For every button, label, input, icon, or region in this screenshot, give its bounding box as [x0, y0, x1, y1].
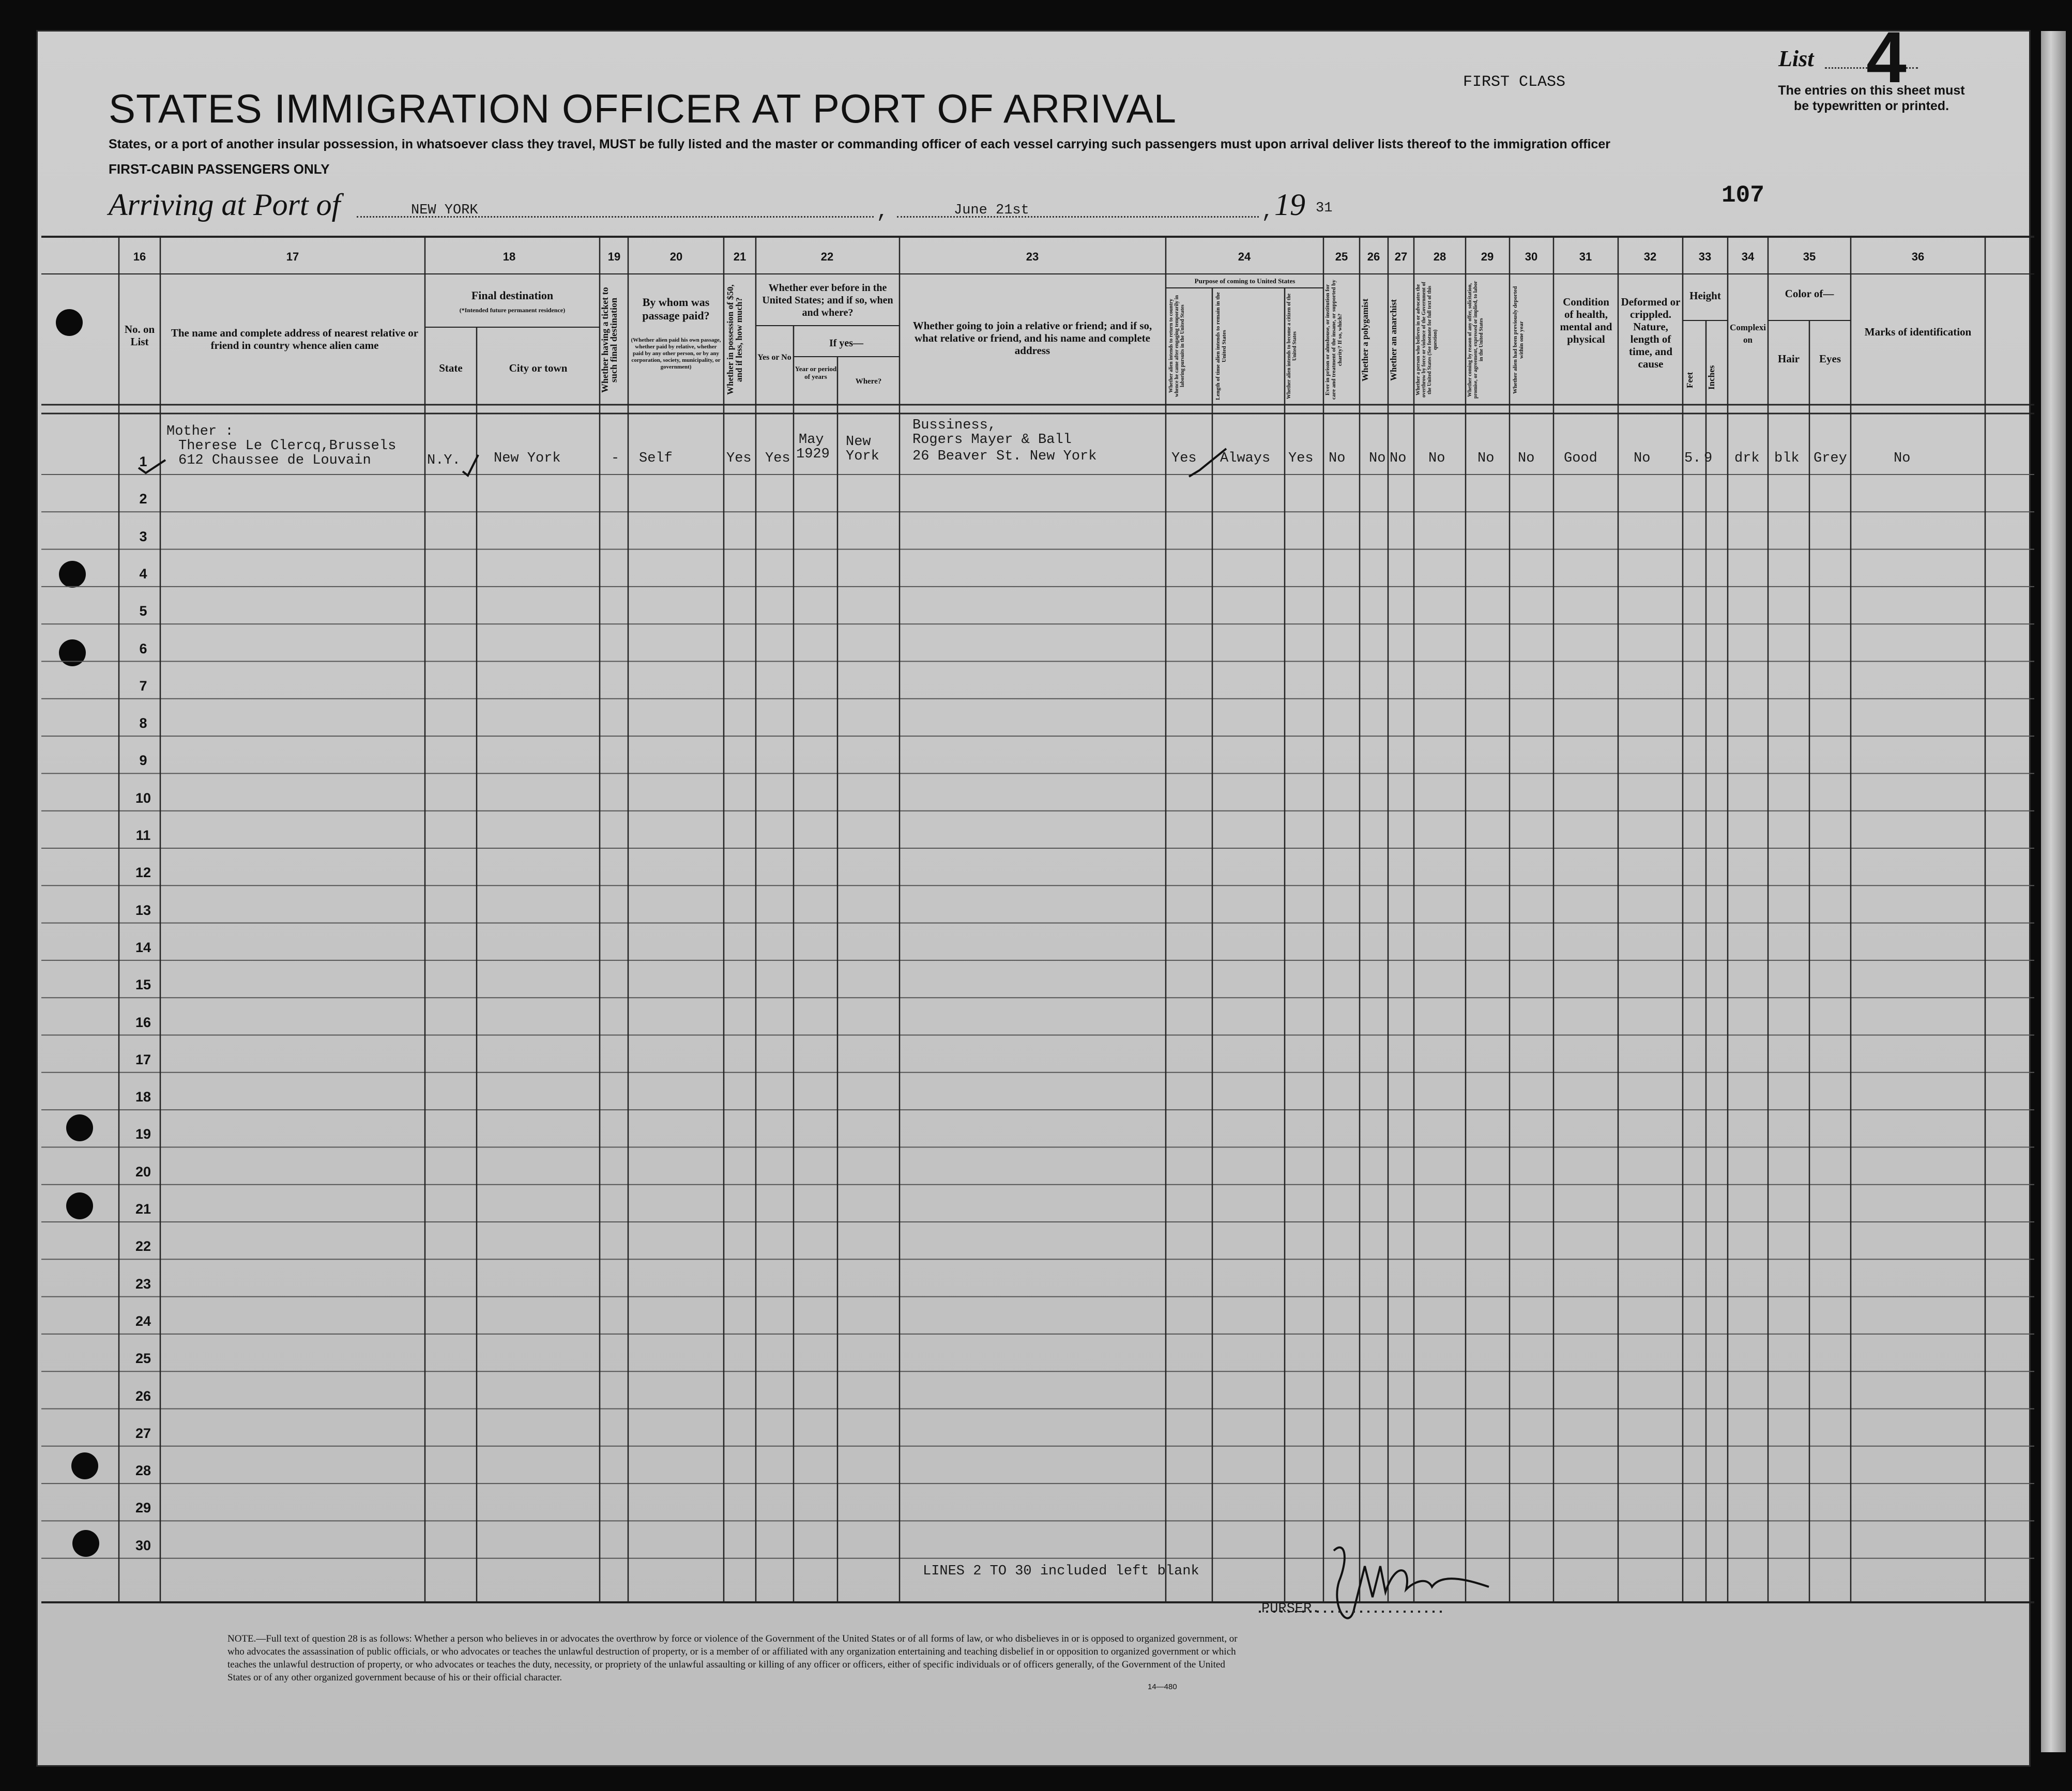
header-col22-where: Where? — [855, 377, 882, 386]
relative-line-3: 612 Chaussee de Louvain — [178, 453, 371, 468]
header-col32: Deformed or crippled. Nature, length of time, and cause — [1621, 296, 1681, 370]
row-number: 4 — [139, 565, 147, 581]
header-col35-eyes: Eyes — [1819, 353, 1841, 365]
comma: , — [1261, 201, 1274, 224]
column-number: 16 — [133, 250, 146, 263]
row-number: 28 — [135, 1463, 151, 1479]
list-label: List — [1778, 46, 1814, 71]
header-col24: Purpose of coming to United States — [1194, 277, 1296, 285]
column-number: 35 — [1803, 250, 1816, 263]
header-col26: Whether a polygamist — [1360, 298, 1370, 381]
column-number: 19 — [607, 250, 621, 263]
header-col34: Complexion — [1730, 323, 1766, 345]
class-label: FIRST CLASS — [1463, 73, 1566, 91]
overthrow: No — [1428, 451, 1445, 466]
anarchist: No — [1390, 451, 1407, 466]
intends-return: Yes — [1171, 451, 1197, 466]
header-col28: Whether a person who believes in or advocates the overthrow by force or violence of the Government of the United States (See footnote for full text of this question) — [1415, 282, 1438, 398]
fifty-dollars: Yes — [726, 451, 752, 466]
column-number: 28 — [1433, 250, 1446, 263]
header-col17: The name and complete address of nearest relative or friend in country whence alien came — [171, 327, 419, 351]
passage-paid: Self — [639, 451, 673, 466]
port-value: NEW YORK — [411, 203, 478, 218]
header-col30: Whether alien had been previously deported within one year — [1512, 286, 1525, 394]
column-number: 30 — [1525, 250, 1538, 263]
column-number: 18 — [502, 250, 516, 263]
cabin-note: FIRST-CABIN PASSENGERS ONLY — [109, 161, 330, 177]
before-year-2: 1929 — [796, 447, 830, 462]
blank-lines-note: LINES 2 TO 30 included left blank — [923, 1564, 1199, 1579]
labor-offer: No — [1477, 451, 1495, 466]
row-number: 8 — [139, 715, 147, 731]
form-number: 14—480 — [1148, 1682, 1177, 1691]
header-col18-state: State — [439, 362, 463, 374]
row-number: 9 — [139, 753, 147, 769]
header-col21: Whether in possession of $50, and if less, how much? — [725, 284, 744, 395]
header-col18: Final destination — [471, 289, 554, 302]
row-number: 30 — [135, 1537, 151, 1553]
column-number: 24 — [1238, 250, 1251, 263]
column-number: 20 — [669, 250, 683, 263]
before-in-us: Yes — [765, 451, 790, 466]
header-col33-inches: Inches — [1707, 365, 1716, 390]
row-number: 12 — [135, 865, 151, 881]
header-col16: No. on List — [124, 323, 155, 348]
header-col24a: Whether alien intends to return to country whence he came after engaging temporarily in laboring pursuits in the United States — [1168, 295, 1185, 397]
header-col22-ifyes: If yes— — [829, 338, 864, 349]
polygamist: No — [1369, 451, 1386, 466]
row-number: 23 — [135, 1276, 151, 1292]
footnote: NOTE.—Full text of question 28 is as follows: Whether a person who believes in or advocates the overthrow by force or violence of the Government of the United States or of all forms of law, or who disbelieves in or is opposed to organized government, or who advocates the assassination of public officials, or who advocates or teaches the unlawful destruction of property, or is a member of or affiliated with any organization entertaining and teaching disbelief in or opposition to organized government or which teaches the unlawful destruction of property, or who advocates or teaches the duty, necessity, or propriety of the unlawful assaulting or killing of any officer or officers, either of specific individuals or of officers generally, of the Government of the United States or of any other organized government because of his or their official character. — [227, 1633, 1238, 1683]
header-col24c: Whether alien intends to become a citizen of the United States — [1286, 293, 1298, 399]
column-number: 34 — [1741, 250, 1755, 263]
header-col18-note: (*Intended future permanent residence) — [459, 307, 566, 314]
header-col24b: Length of time alien intends to remain in the United States — [1215, 292, 1227, 400]
row-number: 22 — [135, 1238, 151, 1254]
header-col19: Whether having a ticket to such final destination — [600, 287, 619, 393]
header-col23: Whether going to join a relative or friend; and if so, what relative or friend, and his name and complete address — [912, 319, 1152, 357]
row-number: 5 — [139, 603, 147, 619]
row-number: 14 — [135, 939, 151, 955]
header-col20-note: (Whether alien paid his own passage, whether paid by relative, whether paid by any other person, or by any corporation, society, municipality, or government) — [631, 337, 721, 370]
column-number: 31 — [1579, 250, 1592, 263]
row-number: 6 — [139, 640, 147, 656]
dest-city: New York — [494, 451, 561, 466]
eyes: Grey — [1814, 451, 1847, 466]
row-number: 27 — [135, 1425, 151, 1441]
row-number: 16 — [135, 1014, 151, 1030]
relative-line-1: Mother : — [166, 424, 234, 439]
purser-label: PURSER. — [1261, 1601, 1320, 1617]
column-number: 27 — [1394, 250, 1408, 263]
arriving-label: Arriving at Port of — [109, 188, 341, 222]
column-number: 25 — [1335, 250, 1348, 263]
row-number: 2 — [139, 491, 147, 507]
height-feet: 5. — [1684, 451, 1701, 466]
column-number: 21 — [733, 250, 746, 263]
column-number: 36 — [1911, 250, 1925, 263]
column-number: 29 — [1481, 250, 1494, 263]
citizen: Yes — [1288, 451, 1314, 466]
row-number: 7 — [139, 678, 147, 694]
row-number: 25 — [135, 1351, 151, 1367]
header-col22: Whether ever before in the United States; and if so, when and where? — [762, 282, 893, 318]
complexion: drk — [1734, 451, 1760, 466]
hair: blk — [1774, 451, 1800, 466]
column-number: 32 — [1643, 250, 1657, 263]
year-prefix: 19 — [1274, 188, 1305, 222]
marks: No — [1894, 451, 1911, 466]
join-line-1: Bussiness, — [912, 418, 997, 433]
row-number: 3 — [139, 528, 147, 544]
header-col29: Whether coming by reason of any offer, solicitation, promise, or agreement, expressed or implied, to labor in the United States — [1467, 281, 1484, 399]
row-number: 17 — [135, 1051, 151, 1067]
row-number: 13 — [135, 902, 151, 918]
row-number: 20 — [135, 1164, 151, 1180]
entries-note-line-1: The entries on this sheet must — [1778, 83, 1965, 98]
column-number: 23 — [1026, 250, 1039, 263]
before-where-2: York — [846, 449, 879, 464]
row-number: 19 — [135, 1126, 151, 1142]
row-number: 10 — [135, 790, 151, 806]
column-number: 17 — [286, 250, 299, 263]
header-col35-hair: Hair — [1778, 353, 1800, 365]
row-number: 26 — [135, 1388, 151, 1404]
dest-state: N.Y. — [427, 453, 461, 468]
row-number: 29 — [135, 1500, 151, 1516]
header-col31: Condition of health, mental and physical — [1560, 296, 1612, 345]
deported: No — [1518, 451, 1535, 466]
column-number: 26 — [1367, 250, 1380, 263]
subtitle: States, or a port of another insular possession, in whatsoever class they travel, MUST be fully listed and the master or commanding officer of each vessel carrying such passengers must upon arrival deliver lists thereof to the immigration officer — [109, 137, 1610, 151]
column-number: 22 — [820, 250, 834, 263]
entries-note-line-2: be typewritten or printed. — [1793, 99, 1949, 113]
header-col20: By whom was passage paid? — [642, 296, 710, 322]
relative-line-2: Therese Le Clercq,Brussels — [178, 438, 397, 454]
header-col22-yesno: Yes or No — [757, 353, 791, 362]
page-number: 107 — [1721, 182, 1764, 209]
prison: No — [1329, 451, 1346, 466]
date-value: June 21st — [954, 203, 1029, 218]
list-number: 4 — [1866, 17, 1907, 98]
length-of-stay: Always — [1220, 451, 1271, 466]
row-number: 24 — [135, 1313, 151, 1329]
header-col36: Marks of identification — [1864, 326, 1972, 338]
header-col33-feet: Feet — [1685, 372, 1695, 388]
row-number: 15 — [135, 977, 151, 993]
row-number: 21 — [135, 1201, 151, 1217]
column-number: 33 — [1698, 250, 1712, 263]
join-line-3: 26 Beaver St. New York — [912, 449, 1097, 464]
header-col18-city: City or town — [509, 362, 568, 374]
health: Good — [1564, 451, 1597, 466]
header-col22-year: Year or period of years — [795, 365, 837, 380]
page-title: STATES IMMIGRATION OFFICER AT PORT OF ARRIVAL — [109, 86, 1177, 131]
header-col27: Whether an anarchist — [1389, 299, 1398, 381]
year-suffix: 31 — [1316, 201, 1333, 216]
row-number: 18 — [135, 1089, 151, 1105]
header-col33: Height — [1689, 289, 1721, 302]
row-number: 11 — [135, 828, 151, 843]
before-where-1: New — [846, 434, 871, 450]
row-number: 1 — [139, 454, 147, 469]
check-mark — [463, 455, 478, 476]
header-col25: Ever in prison or almshouse, or institution for care and treatment of the insane, or supported by charity? If so, which? — [1324, 280, 1343, 400]
height-inches: 9 — [1704, 451, 1713, 466]
comma: , — [876, 201, 889, 224]
header-col35: Color of— — [1785, 287, 1834, 300]
deformed: No — [1634, 451, 1651, 466]
before-year-1: May — [799, 432, 824, 448]
ticket-value: - — [611, 451, 620, 466]
join-line-2: Rogers Mayer & Ball — [912, 432, 1072, 448]
